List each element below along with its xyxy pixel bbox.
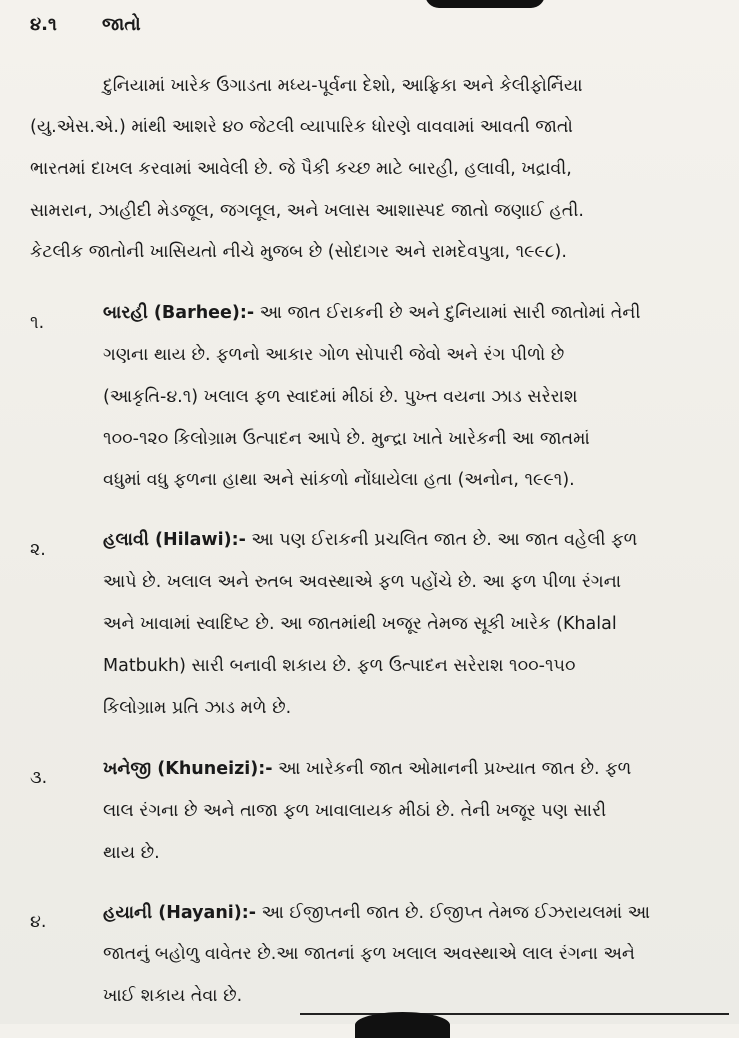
- bottom-rule: [300, 1013, 729, 1015]
- item-line: ૧૦૦-૧૨૦ કિલોગ્રામ ઉત્પાદન આપે છે. મુન્દ્રા ખાતે ખારેકની આ જાતમાં: [103, 429, 590, 449]
- item-first-line: [103, 905, 650, 923]
- intro-line: (યુ.એસ.એ.) માંથી આશરે ૪૦ જેટલી વ્યાપારિક ધોરણે વાવવામાં આવતી જાતો: [30, 117, 573, 137]
- item-number: ૪.: [30, 912, 47, 932]
- item-title: ખનેજી (Khuneizi):-: [103, 759, 273, 779]
- intro-line: દુનિયામાં ખારેક ઉગાડતા મધ્ય-પૂર્વના દેશો, આફ્રિકા અને કેલીફોર્નિયા: [103, 76, 583, 96]
- item-first-line: [103, 761, 631, 779]
- top-edge-shadow: [425, 0, 545, 8]
- intro-line: ભારતમાં દાખલ કરવામાં આવેલી છે. જે પૈકી કચ્છ માટે બારહી, હલાવી, ખદ્રાવી,: [30, 159, 572, 179]
- item-number: ૧.: [30, 313, 45, 333]
- item-line: થાય છે.: [103, 843, 160, 863]
- item-line: જાતનું બહોળુ વાવેતર છે.આ જાતનાં ફળ ખલાલ અવસ્થાએ લાલ રંગના અને: [103, 944, 635, 964]
- item-text: આ ખારેકની જાત ઓમાનની પ્રખ્યાત જાત છે. ફળ: [272, 759, 632, 779]
- item-line: ગણના થાય છે. ફળનો આકાર ગોળ સોપારી જેવો અને રંગ પીળો છે: [103, 345, 565, 365]
- item-line: અને ખાવામાં સ્વાદિષ્ટ છે. આ જાતમાંથી ખજૂર તેમજ સૂકી ખારેક (Khalal: [103, 614, 617, 634]
- section-heading: [30, 14, 141, 35]
- item-title: હયાની (Hayani):-: [103, 903, 257, 923]
- item-title: બારહી (Barhee):-: [103, 303, 255, 323]
- bottom-edge-shadow: [355, 1012, 450, 1038]
- item-first-line: [103, 532, 637, 550]
- item-text: આ જાત ઈરાકની છે અને દુનિયામાં સારી જાતોમાં તેની: [254, 303, 641, 323]
- item-first-line: [103, 305, 640, 323]
- item-text: આ પણ ઈરાકની પ્રચલિત જાત છે. આ જાત વહેલી ફળ: [245, 530, 638, 550]
- item-title: હલાવી (Hilawi):-: [103, 530, 246, 550]
- item-number: ૩.: [30, 768, 48, 788]
- item-line: (આકૃતિ-૪.૧) ખલાલ ફળ સ્વાદમાં મીઠાં છે. પુખ્ત વયના ઝાડ સરેરાશ: [103, 387, 578, 407]
- item-line: આપે છે. ખલાલ અને રુતબ અવસ્થાએ ફળ પહોંચે છે. આ ફળ પીળા રંગના: [103, 572, 622, 592]
- item-line: ખાઈ શકાય તેવા છે.: [103, 986, 243, 1006]
- section-title: જાતો: [102, 14, 141, 35]
- item-text: આ ઈજીપ્તની જાત છે. ઈજીપ્ત તેમજ ઈઝરાયલમાં આ: [256, 903, 651, 923]
- item-line: વધુમાં વધુ ફળના હાથા અને સાંકળો નોંધાયેલા હતા (અનોન, ૧૯૯૧).: [103, 470, 575, 490]
- section-number: ૪.૧: [30, 14, 57, 35]
- intro-line: સામરાન, ઝાહીદી મેડજૂલ, જગલૂલ, અને ખલાસ આશાસ્પદ જાતો જણાઈ હતી.: [30, 201, 584, 221]
- intro-line: કેટલીક જાતોની ખાસિયતો નીચે મુજબ છે (સોદાગર અને રામદેવપુત્રા, ૧૯૯૮).: [30, 242, 567, 262]
- item-number: ૨.: [30, 540, 46, 560]
- item-line: કિલોગ્રામ પ્રતિ ઝાડ મળે છે.: [103, 698, 292, 718]
- item-line: લાલ રંગના છે અને તાજા ફળ ખાવાલાયક મીઠાં છે. તેની ખજૂર પણ સારી: [103, 801, 607, 821]
- item-line: Matbukh) સારી બનાવી શકાય છે. ફળ ઉત્પાદન સરેરાશ ૧૦૦-૧૫૦: [103, 656, 576, 676]
